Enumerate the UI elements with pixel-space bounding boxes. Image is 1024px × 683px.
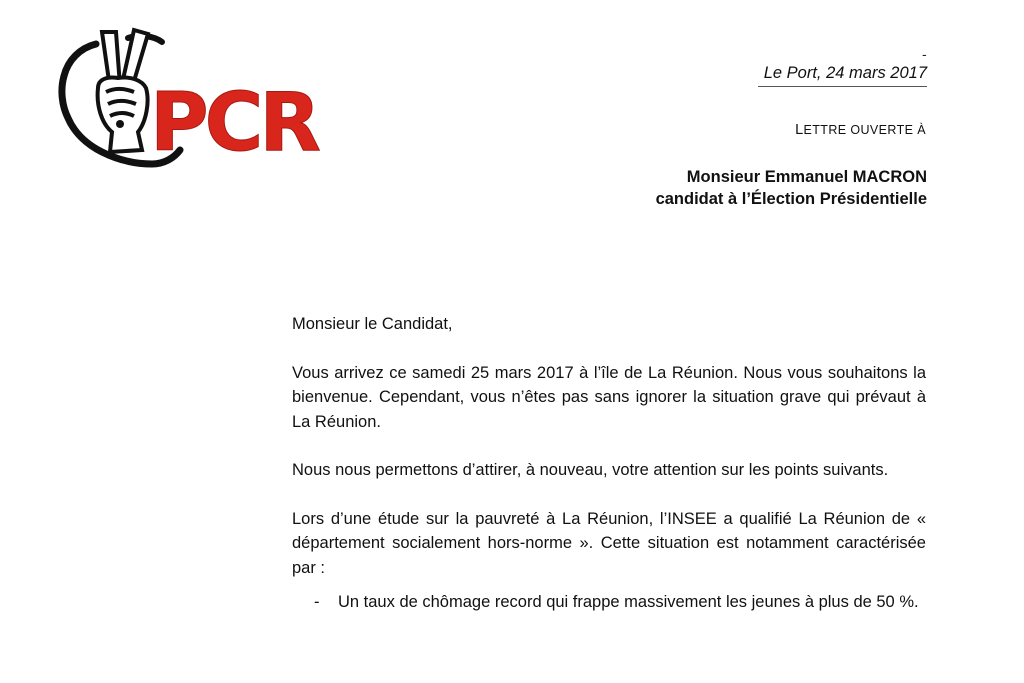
bullet-text: Un taux de chômage record qui frappe massivement les jeunes à plus de 50 %.: [338, 593, 919, 611]
paragraph-1: Vous arrivez ce samedi 25 mars 2017 à l’île de La Réunion. Nous vous souhaitons la bienvenue. Cependant, vous n’êtes pas sans ignorer la situation grave qui prévaut à La Réunion.: [292, 363, 926, 431]
recipient-name: Monsieur Emmanuel MACRON: [686, 168, 927, 186]
list-item: [292, 590, 926, 615]
recipient-title: candidat à l’Élection Présidentielle: [655, 190, 927, 208]
paragraph-2: Nous nous permettons d’attirer, à nouveau, votre attention sur les points suivants.: [292, 461, 889, 479]
bullet-dash: -: [314, 593, 320, 611]
open-letter-initial: L: [795, 122, 804, 138]
pcr-wordmark: PCR: [150, 76, 317, 169]
open-letter-heading: [795, 122, 926, 138]
letter-body: [292, 312, 926, 629]
date-line: Le Port, 24 mars 2017: [758, 64, 927, 87]
raised-fist-v-sign-icon: [98, 30, 148, 152]
header-mark: -: [922, 46, 927, 62]
bullet-list: [292, 590, 926, 615]
recipient-block: [656, 166, 927, 210]
open-letter-smallcaps: ETTRE OUVERTE À: [803, 123, 926, 137]
salutation: Monsieur le Candidat,: [292, 315, 453, 333]
pcr-logo: [58, 26, 348, 176]
paragraph-3: Lors d’une étude sur la pauvreté à La Réunion, l’INSEE a qualifié La Réunion de « département socialement hors-norme ». Cette situation est notamment caractérisée par :: [292, 509, 926, 577]
